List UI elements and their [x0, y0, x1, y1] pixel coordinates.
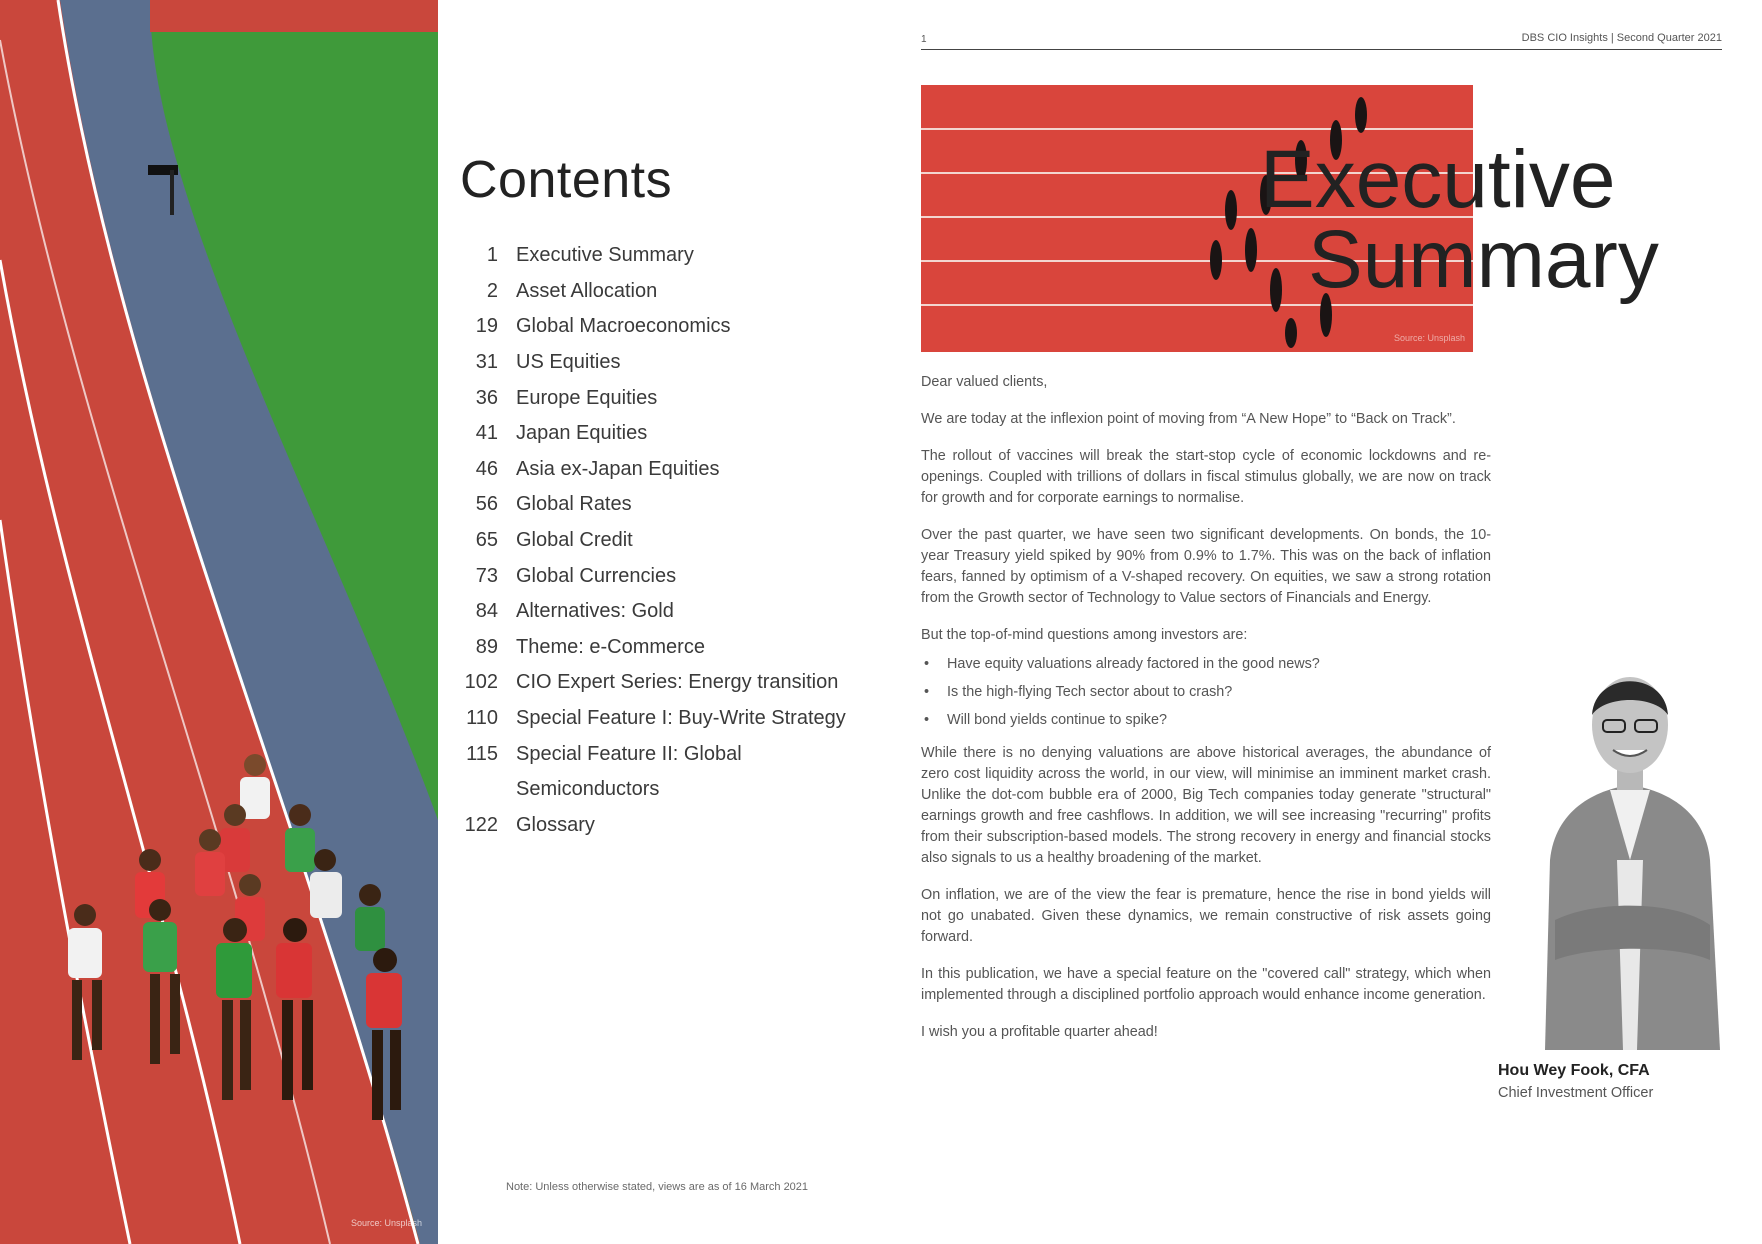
signatory-name: Hou Wey Fook, CFA [1498, 1062, 1650, 1079]
letter-paragraph: Over the past quarter, we have seen two significant developments. On bonds, the 10-year Treasury yield spiked by 90% from 0.9% to 1.7%. This was on the back of inflation fears, fanned by optimism of a V-shaped recovery. On equities, we saw a strong rotation from the Growth sector of Technology to Value sectors of Financials and Energy. [921, 527, 1491, 606]
toc-item[interactable] [460, 523, 846, 559]
toc-item[interactable] [460, 665, 846, 701]
toc-item[interactable] [460, 416, 846, 452]
toc-item[interactable] [460, 274, 846, 310]
toc-page-number: 73 [475, 564, 498, 587]
cio-letter [921, 372, 1491, 1059]
letter-paragraph: While there is no denying valuations are above historical averages, the abundance of zero cost liquidity across the world, in our view, will minimise an imminent market crash. Unlike the dot-com bubble era of 2000, Big Tech companies today generate "structural" earnings growth and free cashflows. In addition, we will see increasing "recurring" profits from their subscription-based models. The strong recovery in energy and financial stocks also signals to us a healthy broadening of the market. [921, 745, 1491, 866]
portrait-illustration [1525, 660, 1735, 1050]
closing-line: I wish you a profitable quarter ahead! [921, 1024, 1158, 1040]
running-track-illustration [0, 0, 438, 1244]
toc-item[interactable] [460, 452, 846, 488]
toc-title: Global Currencies [516, 564, 677, 587]
letter-paragraph: We are today at the inflexion point of moving from “A New Hope” to “Back on Track”. [921, 411, 1456, 427]
toc-item-continuation[interactable] [460, 772, 846, 808]
toc-item[interactable] [460, 630, 846, 666]
cio-portrait-photo [1525, 660, 1735, 1050]
salutation: Dear valued clients, [921, 374, 1048, 390]
letter-paragraph: The rollout of vaccines will break the start-stop cycle of economic lockdowns and re-openings. Coupled with trillions of dollars in fiscal stimulus globally, we are now on track for growth and for corporate earnings to normalise. [921, 448, 1491, 506]
toc-title: Semiconductors [516, 778, 660, 801]
toc-item[interactable] [460, 808, 846, 844]
bullet-icon: • [924, 684, 930, 700]
toc-title: Special Feature I: Buy-Write Strategy [516, 707, 846, 730]
toc-title: US Equities [516, 351, 621, 374]
bullet-icon: • [924, 712, 930, 728]
toc-item[interactable] [460, 238, 846, 274]
toc-page-number: 41 [475, 422, 498, 445]
toc-page-number: 56 [475, 493, 498, 516]
toc-title: Special Feature II: Global [516, 742, 742, 765]
toc-page-number: 115 [466, 742, 498, 765]
list-item [921, 710, 1491, 731]
page-number: 1 [921, 34, 927, 45]
section-title-line-2: Summary [1308, 214, 1659, 305]
toc-title: Alternatives: Gold [516, 600, 674, 623]
toc-title: Global Rates [516, 493, 632, 516]
toc-item[interactable] [460, 701, 846, 737]
letter-paragraph: On inflation, we are of the view the fear is premature, hence the rise in bond yields will not go unabated. Given these dynamics, we remain constructive of risk assets going forward. [921, 887, 1491, 945]
toc-title: Executive Summary [516, 244, 694, 267]
running-header: DBS CIO Insights | Second Quarter 2021 [1521, 32, 1722, 44]
toc-item[interactable] [460, 736, 846, 772]
header-divider [921, 49, 1722, 50]
toc-page-number: 36 [475, 386, 498, 409]
investor-questions-list [921, 654, 1491, 731]
toc-page-number: 65 [475, 529, 498, 552]
toc-item[interactable] [460, 345, 846, 381]
toc-title: Europe Equities [516, 386, 658, 409]
toc-page-number: 1 [486, 244, 498, 267]
bullet-text: Have equity valuations already factored in the good news? [947, 656, 1320, 672]
views-date-note: Note: Unless otherwise stated, views are as of 16 March 2021 [506, 1181, 809, 1193]
toc-title: Japan Equities [516, 422, 648, 445]
toc-title: CIO Expert Series: Energy transition [516, 671, 839, 694]
cover-photo-runners [0, 0, 438, 1244]
bullet-icon: • [924, 656, 930, 672]
toc-page-number: 122 [464, 813, 498, 836]
table-of-contents [460, 238, 846, 843]
signatory-title: Chief Investment Officer [1498, 1085, 1654, 1101]
section-title [1260, 134, 1659, 305]
toc-title: Global Credit [516, 529, 633, 552]
letter-paragraph: But the top-of-mind questions among investors are: [921, 627, 1248, 643]
toc-page-number: 31 [475, 351, 498, 374]
list-item [921, 682, 1491, 703]
photo-source-caption: Source: Unsplash [350, 1218, 422, 1228]
toc-title: Asset Allocation [516, 279, 658, 302]
bullet-text: Is the high-flying Tech sector about to crash? [947, 684, 1233, 700]
toc-item[interactable] [460, 487, 846, 523]
toc-page-number: 110 [466, 707, 498, 730]
letter-paragraph: In this publication, we have a special feature on the "covered call" strategy, which when implemented through a disciplined portfolio approach would enhance income generation. [921, 966, 1491, 1003]
toc-page-number: 19 [475, 315, 498, 338]
toc-page-number: 89 [475, 635, 498, 658]
toc-item[interactable] [460, 558, 846, 594]
toc-page-number: 84 [475, 600, 498, 623]
toc-item[interactable] [460, 309, 846, 345]
toc-item[interactable] [460, 380, 846, 416]
hero-source-caption: Source: Unsplash [1394, 333, 1466, 343]
toc-page-number: 102 [464, 671, 498, 694]
toc-title: Glossary [516, 813, 595, 836]
toc-title: Asia ex-Japan Equities [516, 457, 720, 480]
list-item [921, 654, 1491, 675]
section-title-line-1: Executive [1260, 134, 1616, 225]
toc-page-number: 46 [475, 457, 498, 480]
bullet-text: Will bond yields continue to spike? [947, 712, 1167, 728]
toc-item[interactable] [460, 594, 846, 630]
contents-heading: Contents [460, 151, 673, 209]
toc-title: Global Macroeconomics [516, 315, 731, 338]
toc-title: Theme: e-Commerce [516, 635, 705, 658]
toc-page-number: 2 [486, 279, 498, 302]
